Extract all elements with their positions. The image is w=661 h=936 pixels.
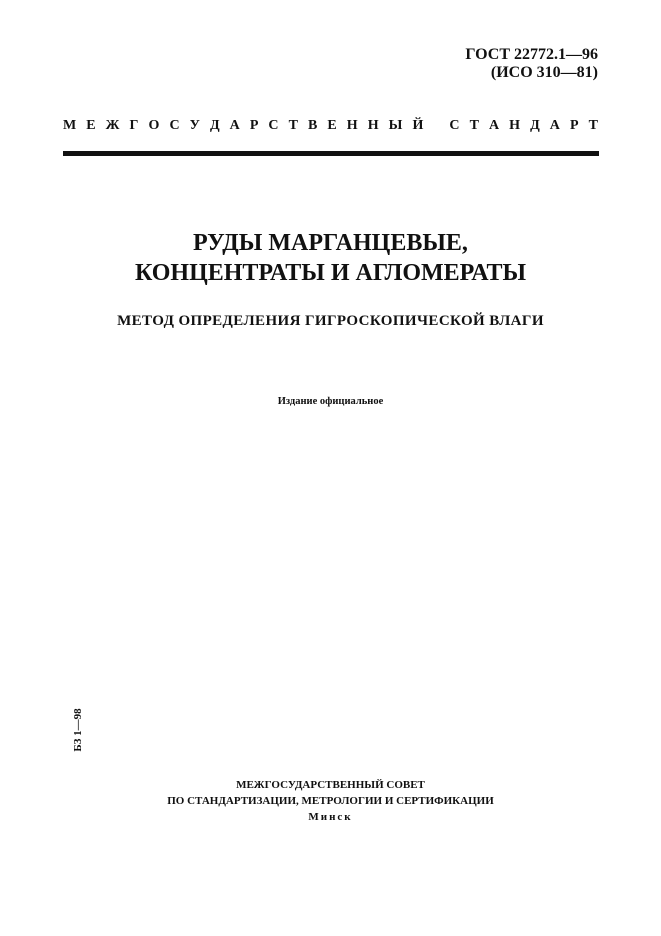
title-line-2: КОНЦЕНТРАТЫ И АГЛОМЕРАТЫ: [134, 260, 527, 286]
side-code-text: БЗ 1—98: [72, 708, 84, 752]
header-letter: А: [229, 118, 240, 133]
header-letter: А: [488, 118, 500, 133]
header-letter: Е: [86, 118, 96, 133]
header-letter: Е: [327, 118, 337, 133]
publisher-line-2: ПО СТАНДАРТИЗАЦИИ, МЕТРОЛОГИИ И СЕРТИФИКАЦИИ: [167, 795, 494, 807]
header-letter: С: [268, 118, 279, 133]
title-line-1: РУДЫ МАРГАНЦЕВЫЕ,: [193, 230, 468, 256]
edition-note: Издание официальное: [277, 396, 384, 407]
iso-equivalent: (ИСО 310—81): [490, 64, 598, 81]
header-letter: С: [169, 118, 180, 133]
header-letter: М: [63, 118, 77, 133]
header-letter: С: [449, 118, 460, 133]
publisher-city: Минск: [308, 811, 353, 823]
header-letter: В: [307, 118, 318, 133]
header-letter: Р: [569, 118, 579, 133]
interstate-standard-header: [63, 118, 598, 134]
standard-number: ГОСТ 22772.1—96: [465, 46, 598, 63]
document-title: [0, 228, 661, 288]
publisher-line-1: МЕЖГОСУДАРСТВЕННЫЙ СОВЕТ: [236, 779, 425, 791]
standard-number-block: [465, 46, 598, 82]
header-letter: Т: [588, 118, 598, 133]
header-letter: Д: [209, 118, 220, 133]
header-letter: У: [189, 118, 200, 133]
header-letter: Т: [288, 118, 298, 133]
header-letter: Н: [346, 118, 358, 133]
header-rule: [63, 151, 599, 156]
header-letter: Г: [129, 118, 139, 133]
header-letter: Т: [469, 118, 479, 133]
header-letter: Й: [412, 118, 424, 133]
header-letter: А: [549, 118, 560, 133]
header-letter: Ж: [105, 118, 120, 133]
header-letter: Д: [530, 118, 540, 133]
header-letter: Н: [509, 118, 521, 133]
header-letter: О: [148, 118, 160, 133]
header-word-gap: [433, 118, 439, 134]
header-letter: Р: [249, 118, 259, 133]
document-subtitle: МЕТОД ОПРЕДЕЛЕНИЯ ГИГРОСКОПИЧЕСКОЙ ВЛАГИ: [117, 313, 544, 329]
header-letter: Н: [367, 118, 379, 133]
publisher-block: [0, 777, 661, 825]
header-letter: Ы: [388, 118, 403, 133]
